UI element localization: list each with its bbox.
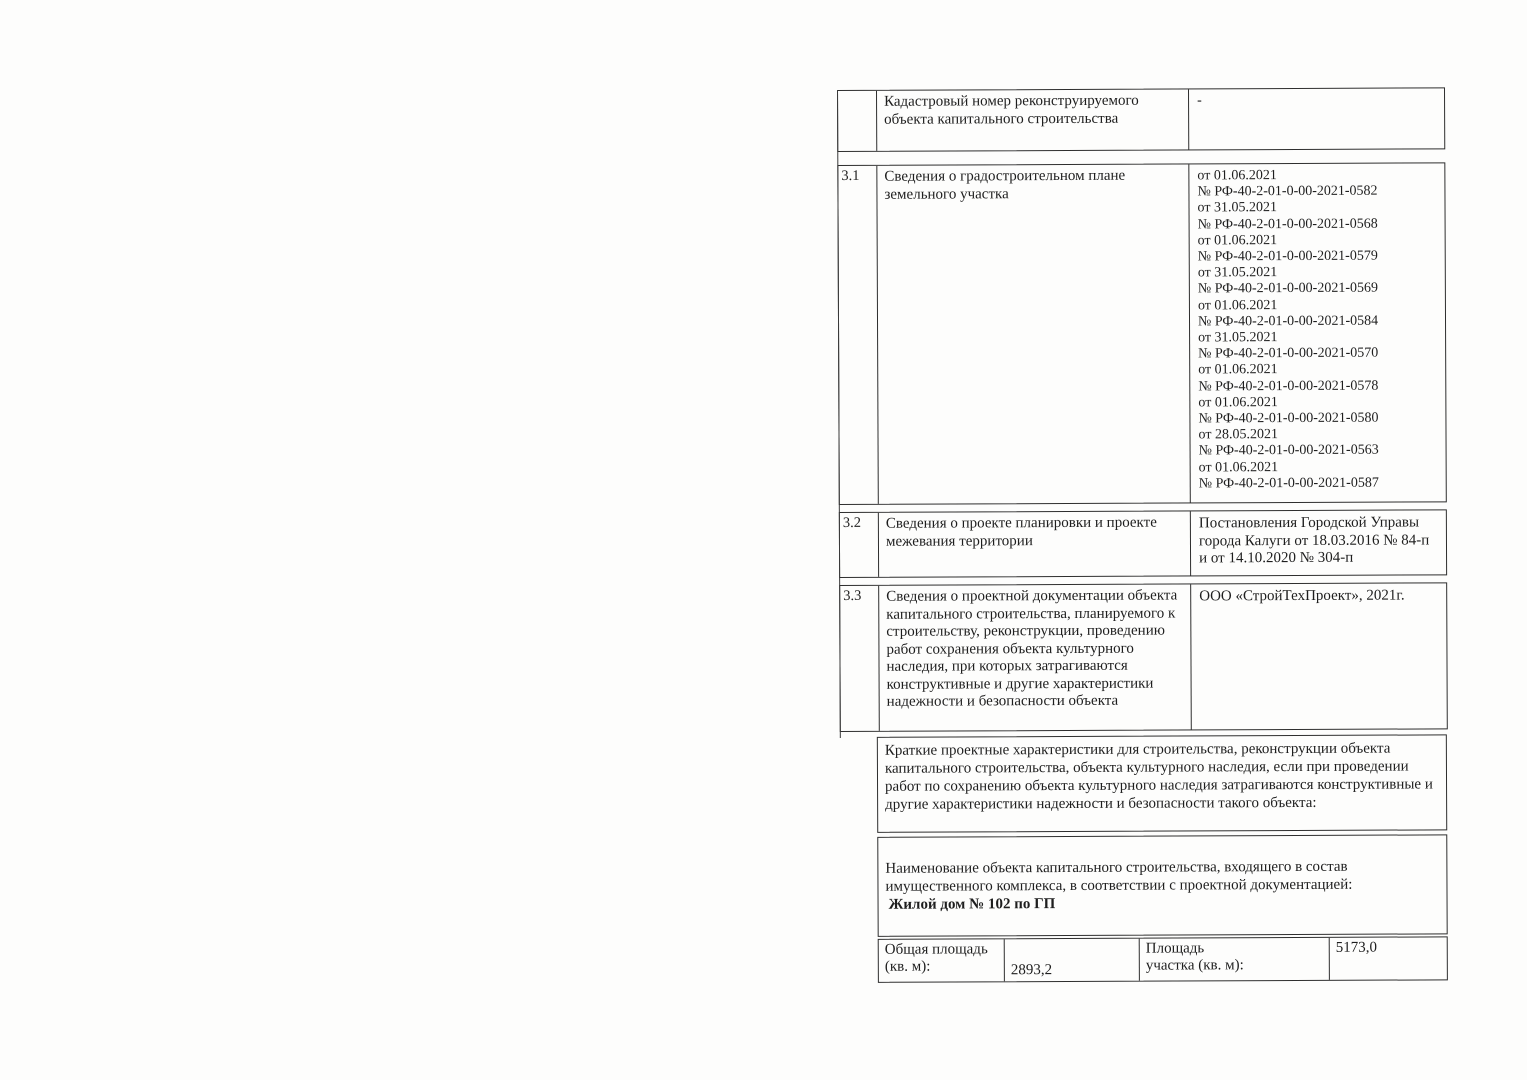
object-name-value: Жилой дом № 102 по ГП	[888, 896, 1056, 913]
object-name-label: Наименование объекта капитального строительства, входящего в состав имущественного комплекса, в соответствии с проектной документацией:	[885, 858, 1353, 895]
row-value: от 01.06.2021 № РФ-40-2-01-0-00-2021-0582 от 31.05.2021 № РФ-40-2-01-0-00-2021-0568 от 01.06.2021 № РФ-40-2-01-0-00-2021-0579 от 31.05.2021 № РФ-40-2-01-0-00-2021-0569 от 01.06.2021 № РФ-40-2-01-0-00-2021-0584 от 31.05.2021 № РФ-40-2-01-0-00-2021-0570 от 01.06.2021 № РФ-40-2-01-0-00-2021-0578 от 01.06.2021 № РФ-40-2-01-0-00-2021-0580 от 28.05.2021 № РФ-40-2-01-0-00-2021-0563 от 01.06.2021 № РФ-40-2-01-0-00-2021-0587	[1188, 163, 1445, 502]
row-value: -	[1188, 88, 1444, 149]
table-row-3-3	[839, 582, 1448, 732]
plot-area-value: 5173,0	[1329, 937, 1449, 980]
row-value: ООО «СтройТехПроект», 2021г.	[1190, 583, 1447, 729]
total-area-label: Общая площадь (кв. м):	[884, 941, 988, 975]
plot-area-label: Площадь участка (кв. м):	[1139, 938, 1329, 981]
row-number	[838, 91, 876, 151]
row-label: Сведения о градостроительном плане земельного участка	[876, 164, 1189, 503]
table-row-cadastral	[837, 87, 1445, 152]
object-name-box	[877, 834, 1447, 936]
total-area-value: 2893,2	[1004, 939, 1139, 982]
row-label: Кадастровый номер реконструируемого объекта капитального строительства	[876, 89, 1188, 150]
table-row-3-2	[839, 509, 1447, 578]
row-number: 3.3	[843, 587, 862, 604]
table-row-3-1	[837, 162, 1446, 505]
brief-characteristics-section	[877, 734, 1448, 982]
row-number: 3.2	[842, 514, 862, 531]
area-table	[878, 936, 1448, 982]
row-value: Постановления Городской Управы города Калуги от 18.03.2016 № 84-п и от 14.10.2020 № 304-п	[1190, 510, 1446, 575]
row-label: Сведения о проекте планировки и проекте межевания территории	[878, 511, 1190, 576]
row-label: Сведения о проектной документации объекта капитального строительства, планируемого к строительству, реконструкции, проведению работ сохранения объекта культурного наследия, при которых затрагиваются конструктивные и другие характеристики надежности и безопасности объекта	[878, 584, 1191, 730]
row-number: 3.1	[841, 167, 860, 184]
permit-document	[837, 87, 1449, 983]
brief-characteristics-intro: Краткие проектные характеристики для строительства, реконструкции объекта капитального строительства, объекта культурного наследия, если при проведении работ по сохранению объекта культурного наследия затрагиваются конструктивные и другие характеристики надежности и безопасности такого объекта:	[877, 734, 1447, 832]
